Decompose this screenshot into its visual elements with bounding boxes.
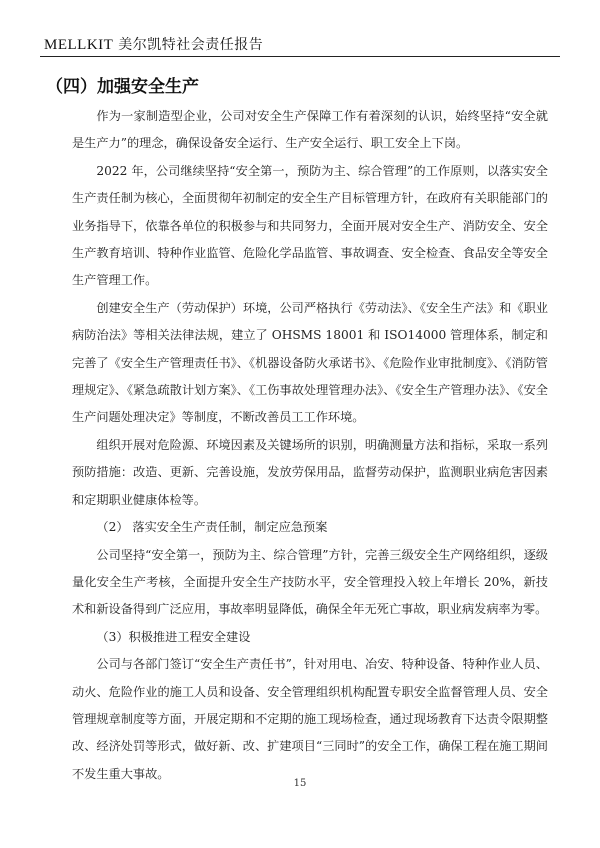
section-title: （四）加强安全生产	[46, 77, 199, 97]
header-divider	[40, 56, 560, 57]
report-header	[44, 34, 263, 54]
page-number: 15	[293, 778, 307, 789]
paragraph-hazards: 组织开展对危险源、环境因素及关键场所的识别，明确测量方法和指标，采取一系列预防措施：改造、更新、完善设施，发放劳保用品，监督劳动保护，监测职业病危害因素和定期职业健康体检等。	[72, 437, 548, 507]
subheading-engineering: （3）积极推进工程安全建设	[96, 629, 251, 644]
subheading-responsibility: （2） 落实安全生产责任制，制定应急预案	[96, 520, 328, 535]
paragraph-engineering: 公司与各部门签订“安全生产责任书”，针对用电、冶安、特种设备、特种作业人员、动火、危险作业的施工人员和设备、安全管理组织机构配置专职安全监督管理人员、安全管理规章制度等方面，开展定期和不定期的施工现场检查，通过现场教育下达责令限期整改、经济处罚等形式，做好新、改、扩建项目“三同时”的安全工作，确保工程在施工期间不发生重大事故。	[72, 657, 548, 781]
paragraph-responsibility: 公司坚持“安全第一，预防为主、综合管理”方针，完善三级安全生产网络组织，逐级量化安全生产考核，全面提升安全生产技防水平，安全管理投入较上年增长 20%，新技术和新设备得到广泛应用，事故率明显降低，确保全年无死亡事故，职业病发病率为零。	[72, 547, 548, 617]
body-text	[72, 103, 548, 788]
paragraph-environment: 创建安全生产（劳动保护）环境，公司严格执行《劳动法》、《安全生产法》和《职业病防治法》等相关法律法规，建立了 OHSMS 18001 和 ISO14000 管理体系，制定和完善了《安全生产管理责任书》、《机器设备防火承诺书》、《危险作业审批制度》、《消防管理规定》、《紧急疏散计划方案》、《工伤事故处理管理办法》、《安全生产管理办法》、《安全生产问题处理决定》等制度，不断改善员工工作环境。	[72, 300, 548, 425]
paragraph-intro: 作为一家制造型企业，公司对安全生产保障工作有着深刻的认识，始终坚持“安全就是生产力”的理念，确保设备安全运行、生产安全运行、职工安全上下岗。	[72, 109, 548, 151]
paragraph-2022: 2022 年，公司继续坚持“安全第一，预防为主、综合管理”的工作原则，以落实安全生产责任制为核心，全面贯彻年初制定的安全生产目标管理方针，在政府有关职能部门的业务指导下，依靠各单位的积极参与和共同努力，全面开展对安全生产、消防安全、安全生产教育培训、特种作业监管、危险化学品监管、事故调查、安全检查、食品安全等安全生产管理工作。	[72, 163, 548, 288]
brand-name: MELLKIT	[44, 37, 114, 53]
report-title: 美尔凯特社会责任报告	[118, 37, 264, 53]
